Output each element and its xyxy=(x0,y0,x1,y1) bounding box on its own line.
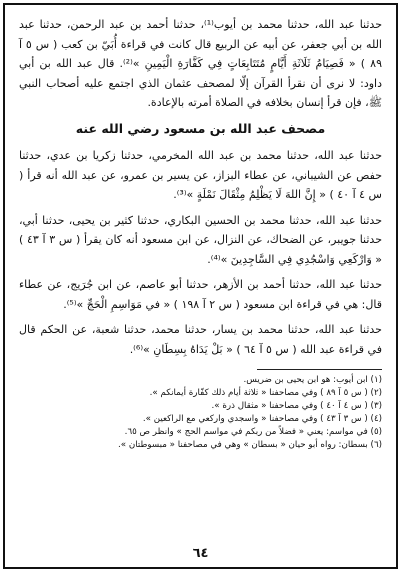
footnote-separator xyxy=(257,369,382,370)
footnotes xyxy=(19,374,382,452)
footnote-2: (٢) ( س ٥ آ ٨٩ ) وفي مصاحفنا « ثلاثة أيام ذلك كفّارة أيمانكم ». xyxy=(149,388,382,398)
paragraph-5: حدثنا عبد الله، حدثنا محمد بن يسار، حدثنا محمد، حدثنا شعبة، عن الحكم قال في قراءة عبد الله ( س ٥ آ ٦٤ ) « بَلْ يَدَاهُ بِسِطَانِ »⁽⁶⁾. xyxy=(19,323,382,356)
page-frame xyxy=(3,3,398,569)
footnote-1: (١) ابن أيوب: هو ابن يحيى بن ضريس. xyxy=(243,375,382,385)
page-number: ٦٤ xyxy=(192,546,209,561)
footnote-3: (٣) ( س ٤ آ ٤٠ ) وفي مصاحفنا « مثقال ذرة ». xyxy=(211,401,382,411)
footnote-5: (٥) في مواسم: يعني « فضلاً من ربكم في مواسم الحج » وانظر ص ٦٥. xyxy=(124,427,382,437)
paragraph-3: حدثنا عبد الله، حدثنا محمد بن الحسين البكاري، حدثنا كثير بن يحيى، حدثنا أبي، حدثنا جويبر، عن الضحاك، عن النزال، عن ابن مسعود أنه كان يقرأ ( س ٣ آ ٤٣ ) « وَارْكَعِي وَاسْجُدِي فِي السَّاجِدِينَ »⁽⁴⁾. xyxy=(19,213,382,266)
page-body xyxy=(19,15,382,539)
paragraph-1: حدثنا عبد الله، حدثنا محمد بن أيوب⁽¹⁾، حدثنا أحمد بن عبد الرحمن، حدثنا عبد الله بن أبي جعفر، عن أبيه عن الربيع قال كانت في قراءة أُبَيّ بن كعب ( س ٥ آ ٨٩ ) « فَصِيَامُ ثَلَاثَةِ أَيَّامٍ مُتَتَابِعَاتٍ فِي كَفَّارَةِ الْيَمِينِ »⁽²⁾. قال عبد الله بن أبي داود: لا نرى أن نقرأ القرآن إلّا لمصحف عثمان الذي اجتمع عليه أصحاب النبي ﷺ، فإن قرأ إنسان بخلافه في الصلاة أمرته بالإعادة. xyxy=(19,18,382,109)
footnote-4: (٤) ( س ٣ آ ٤٣ ) وفي مصاحفنا « واسجدي واركعي مع الراكعين ». xyxy=(142,414,382,424)
paragraph-2: حدثنا عبد الله، حدثنا محمد بن عبد الله المخرمي، حدثنا زكريا بن عدي، حدثنا حفص عن الشيباني، عن عطاء البزاز، عن يسير بن عمرو، عن عبد الله أنه قرأ ( س ٤ آ ٤٠ ) « إِنَّ اللهَ لَا يَظْلِمُ مِثْقَالَ نَمْلَةٍ »⁽³⁾. xyxy=(19,149,382,201)
footnote-6: (٦) بسطان: رواه أبو حيان « بسطان » وهي في مصاحفنا « مبسوطتان ». xyxy=(118,440,382,450)
paragraph-4: حدثنا عبد الله، حدثنا أحمد بن الأزهر، حدثنا أبو عاصم، عن ابن جُرَيج، عن عطاء قال: هي في قراءة ابن مسعود ( س ٢ آ ١٩٨ ) « في مَوَاسِمِ الْحَجِّ »⁽⁵⁾. xyxy=(19,278,382,311)
section-heading: مصحف عبد الله بن مسعود رضي الله عنه xyxy=(75,120,326,136)
